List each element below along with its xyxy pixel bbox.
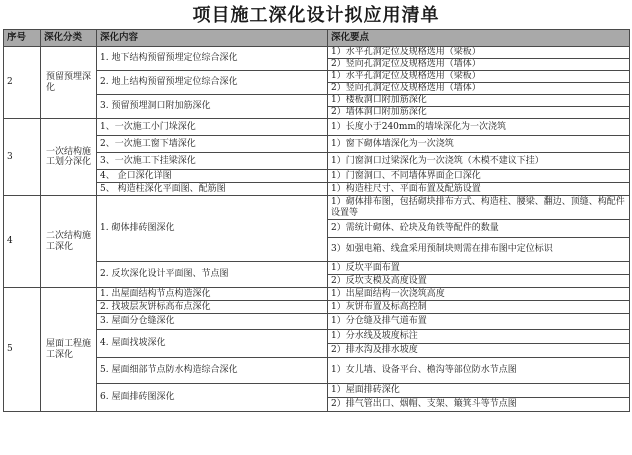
table-row [4, 314, 630, 330]
table-row [4, 183, 630, 196]
table-row [4, 153, 630, 170]
item-point: 1）分水线及坡度标注 [328, 330, 630, 344]
item-point: 2）竖向孔洞定位及规格选用（墙体） [328, 83, 630, 95]
group-num: 3 [4, 119, 41, 196]
item-content: 4. 屋面找坡深化 [97, 330, 328, 358]
table-row [4, 358, 630, 384]
design-list-table [3, 29, 630, 412]
table-row [4, 119, 630, 136]
group-num: 2 [4, 47, 41, 119]
item-content: 1. 砌体排砖图深化 [97, 196, 328, 262]
item-point: 2）墙体洞口附加筋深化 [328, 107, 630, 119]
table-row [4, 330, 630, 344]
item-point: 2）排气管出口、烟帽、支架、簸箕斗等节点图 [328, 398, 630, 412]
table-row [4, 136, 630, 153]
item-point: 1）砌体排布图，包括砌块排布方式、构造柱、腰梁、翻边、顶缝、构配件设置等 [328, 196, 630, 220]
table-row [4, 301, 630, 314]
item-content: 1、一次施工小门垛深化 [97, 119, 328, 136]
item-content: 3. 预留预埋洞口附加筋深化 [97, 95, 328, 119]
item-point: 1）分仓缝及排气道布置 [328, 314, 630, 330]
table-row [4, 71, 630, 83]
page-title: 项目施工深化设计拟应用清单 [192, 5, 440, 26]
item-point: 1）出屋面结构一次浇筑高度 [328, 288, 630, 301]
item-point: 2）排水沟及排水坡度 [328, 344, 630, 358]
item-point: 2）反坎支模及高度设置 [328, 275, 630, 288]
header-num: 序号 [4, 30, 41, 47]
table-row [4, 262, 630, 275]
item-point: 2）需统计砌体、砼块及角铁等配件的数量 [328, 220, 630, 238]
group-category: 二次结构施工深化 [41, 196, 97, 288]
header-row [4, 30, 630, 47]
table-row [4, 288, 630, 301]
group-num: 4 [4, 196, 41, 288]
item-content: 2. 找坡层灰饼标高布点深化 [97, 301, 328, 314]
item-point: 1）灰饼布置及标高控制 [328, 301, 630, 314]
item-point: 1）门窗洞口、不同墙体界面企口深化 [328, 170, 630, 183]
item-content: 1. 地下结构预留预埋定位综合深化 [97, 47, 328, 71]
table-row [4, 95, 630, 107]
table-row [4, 196, 630, 220]
item-point: 1）门窗洞口过梁深化为一次浇筑（木模不建议下挂） [328, 153, 630, 170]
group-category: 一次结构施工划分深化 [41, 119, 97, 196]
table-row [4, 170, 630, 183]
item-point: 2）竖向孔洞定位及规格选用（墙体） [328, 59, 630, 71]
item-point: 3）如强电箱、线盒采用预制块则需在排布图中定位标识 [328, 238, 630, 262]
item-point: 1）水平孔洞定位及规格选用（梁板） [328, 71, 630, 83]
item-content: 1. 出屋面结构节点构造深化 [97, 288, 328, 301]
group-category: 屋面工程施工深化 [41, 288, 97, 412]
item-content: 5、 构造柱深化平面图、配筋图 [97, 183, 328, 196]
item-point: 1）水平孔洞定位及规格选用（梁板） [328, 47, 630, 59]
header-content: 深化内容 [97, 30, 328, 47]
item-content: 5. 屋面细部节点防水构造综合深化 [97, 358, 328, 384]
table-row [4, 47, 630, 59]
item-content: 2. 地上结构预留预埋定位综合深化 [97, 71, 328, 95]
item-point: 1）楼板洞口附加筋深化 [328, 95, 630, 107]
item-point: 1）反坎平面布置 [328, 262, 630, 275]
item-point: 1）长度小于240mm的墙垛深化为一次浇筑 [328, 119, 630, 136]
item-content: 3、一次施工下挂梁深化 [97, 153, 328, 170]
item-content: 4、 企口深化详图 [97, 170, 328, 183]
item-point: 1）屋面排砖深化 [328, 384, 630, 398]
header-points: 深化要点 [328, 30, 630, 47]
item-content: 2. 反坎深化设计平面图、节点图 [97, 262, 328, 288]
item-point: 1）窗下砌体墙深化为一次浇筑 [328, 136, 630, 153]
item-content: 6. 屋面排砖图深化 [97, 384, 328, 412]
item-point: 1）女儿墙、设备平台、檐沟等部位防水节点图 [328, 358, 630, 384]
header-category: 深化分类 [41, 30, 97, 47]
group-category: 预留预埋深化 [41, 47, 97, 119]
item-content: 3. 屋面分仓缝深化 [97, 314, 328, 330]
table-row [4, 384, 630, 398]
item-content: 2、一次施工窗下墙深化 [97, 136, 328, 153]
group-num: 5 [4, 288, 41, 412]
item-point: 1）构造柱尺寸、平面布置及配筋设置 [328, 183, 630, 196]
